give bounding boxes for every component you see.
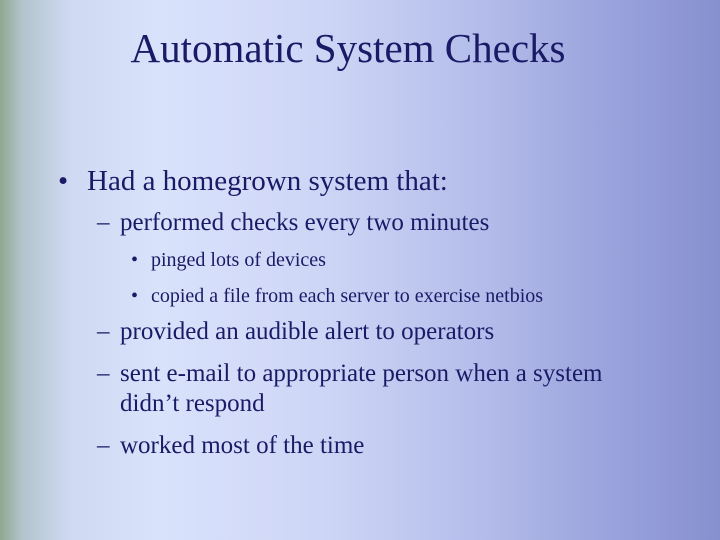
sub-bullet-text: performed checks every two minutes bbox=[120, 209, 490, 236]
dash-marker: – bbox=[97, 318, 110, 345]
bullet-text: Had a homegrown system that: bbox=[87, 165, 448, 197]
bullet-dot: • bbox=[58, 165, 69, 197]
dash-marker: – bbox=[97, 360, 110, 387]
sub-bullet-text: sent e-mail to appropriate person when a system didn’t respond bbox=[120, 360, 603, 417]
sub-sub-bullet-text: copied a file from each server to exercise netbios bbox=[151, 285, 544, 307]
sub-sub-bullet-text: pinged lots of devices bbox=[151, 249, 326, 271]
bullet-dot: • bbox=[131, 285, 139, 307]
sub-bullet-text: provided an audible alert to operators bbox=[120, 318, 495, 345]
bullet-dot: • bbox=[131, 249, 139, 271]
sub-bullet-text: worked most of the time bbox=[120, 432, 365, 459]
dash-marker: – bbox=[97, 432, 110, 459]
slide-title: Automatic System Checks bbox=[130, 25, 566, 71]
dash-marker: – bbox=[97, 209, 110, 236]
